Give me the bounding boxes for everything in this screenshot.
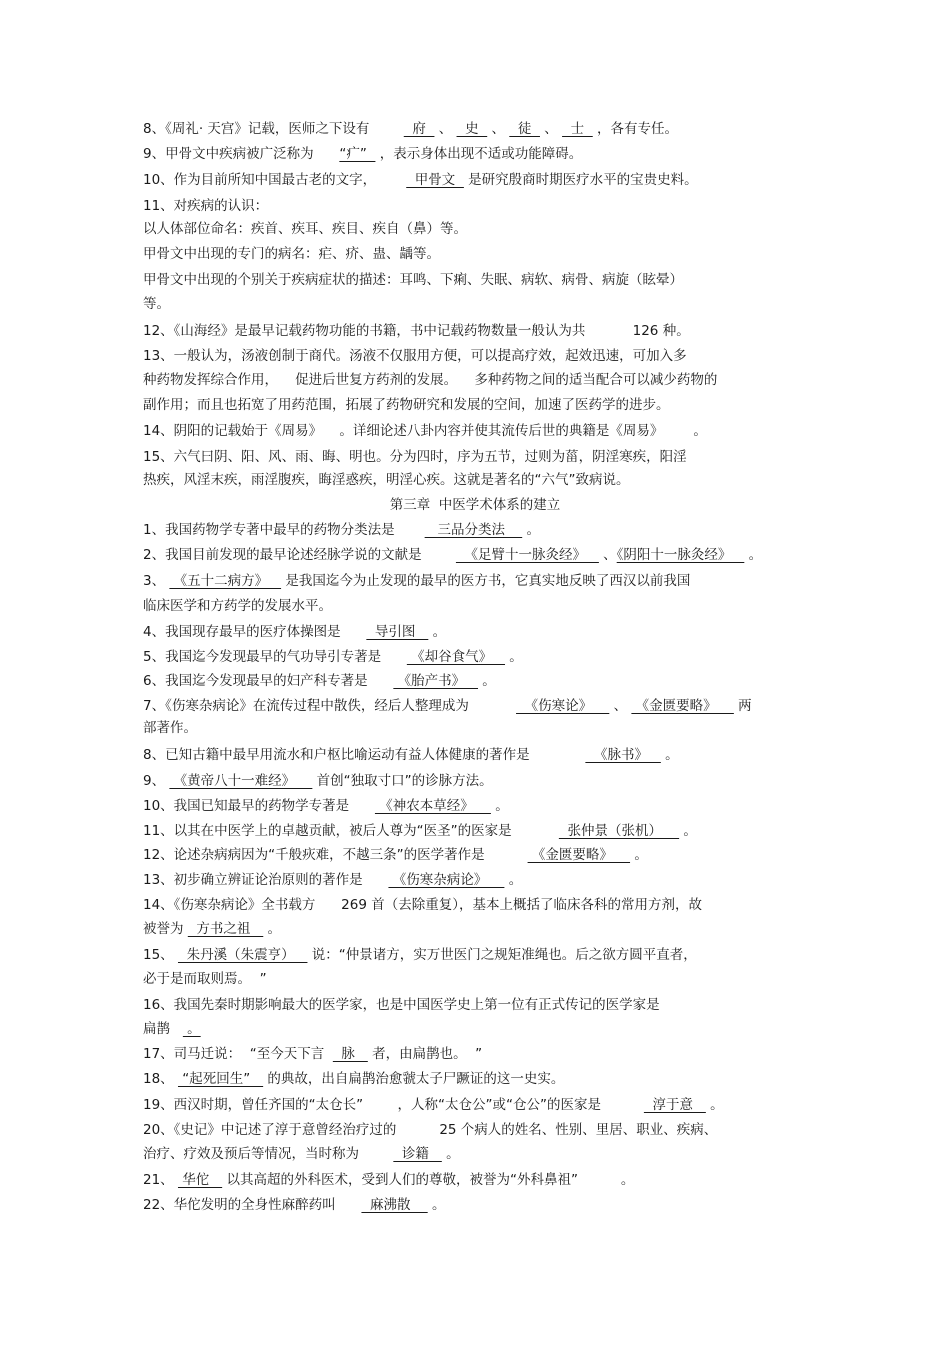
question-text: 。 xyxy=(505,649,523,665)
question-text: 临床医学和方药学的发展水平。 xyxy=(143,598,332,614)
text-line xyxy=(143,471,630,489)
question-text: 21、 xyxy=(143,1172,178,1188)
text-line xyxy=(143,697,752,715)
question-text: 、 xyxy=(609,698,632,714)
question-text: 以人体部位命名：疾首、疾耳、疾目、疾自（鼻）等。 xyxy=(143,221,467,237)
answer-blank: 《胎产书》 xyxy=(393,673,479,689)
text-line xyxy=(143,846,648,864)
question-text: 1、我国药物学专著中最早的药物分类法是 xyxy=(143,522,425,538)
answer-blank: 徒 xyxy=(509,121,540,137)
question-text: 9、甲骨文中疾病被广泛称为 xyxy=(143,146,340,162)
question-text: 种药物发挥综合作用， 促进后世复方药剂的发展。 多种药物之间的适当配合可以减少药物的 xyxy=(143,372,718,388)
answer-blank: 脉 xyxy=(332,1046,368,1062)
question-text: 。 xyxy=(504,872,523,888)
answer-blank: 《阴阳十一脉灸经》 xyxy=(616,547,745,563)
text-line xyxy=(143,245,440,263)
text-line xyxy=(143,396,670,414)
text-line xyxy=(143,746,679,764)
answer-blank: 甲骨文 xyxy=(406,172,464,188)
answer-blank: 朱丹溪（朱震亨） xyxy=(177,947,308,963)
question-text: 16、我国先秦时期影响最大的医学家，也是中国医学史上第一位有正式传记的医学家是 xyxy=(143,997,660,1013)
answer-blank: 《金匮要略》 xyxy=(527,847,631,863)
text-line xyxy=(143,648,523,666)
question-text: 18、 xyxy=(143,1071,178,1087)
text-line xyxy=(143,1070,564,1088)
question-text: 11、对疾病的认识： xyxy=(143,198,269,214)
answer-blank: 《足臂十一脉灸经》 xyxy=(455,547,599,563)
answer-blank: 张仲景（张机） xyxy=(558,823,680,839)
question-text: 者，由扁鹊也。 ” xyxy=(367,1046,483,1062)
question-text: 甲骨文中出现的专门的病名：疟、疥、蛊、龋等。 xyxy=(143,246,440,262)
text-line xyxy=(143,946,697,964)
text-line xyxy=(143,546,762,564)
text-line xyxy=(143,1096,724,1114)
question-text: 17、司马迁说： “至今天下言 xyxy=(143,1046,333,1062)
question-text: 11、以其在中医学上的卓越贡献，被后人尊为“医圣”的医家是 xyxy=(143,823,559,839)
question-text: 12、《山海经》是最早记载药物功能的书籍，书中记载药物数量一般认为共 126 种。 xyxy=(143,323,690,339)
question-text: 13、一般认为，汤液创制于商代。汤液不仅服用方便，可以提高疗效，起效迅速，可加入多 xyxy=(143,348,687,364)
question-text: 扁鹊 xyxy=(143,1021,183,1037)
answer-blank: 《伤寒杂病论》 xyxy=(388,872,505,888)
question-text: 。 xyxy=(428,624,447,640)
question-text: 12、论述杂病病因为“千般疢难，不越三条”的医学著作是 xyxy=(143,847,528,863)
answer-blank: 《伤寒论》 xyxy=(516,698,610,714)
question-text: 15、六气曰阴、阳、风、雨、晦、明也。分为四时，序为五节，过则为菑，阴淫寒疾，阳淫 xyxy=(143,449,687,465)
text-line xyxy=(143,672,496,690)
question-text: 是研究殷商时期医疗水平的宝贵史料。 xyxy=(463,172,698,188)
chapter-heading xyxy=(0,496,950,514)
question-text: ，表示身体出现不适或功能障碍。 xyxy=(375,146,583,162)
answer-blank: 诊籍 xyxy=(393,1146,442,1162)
text-line xyxy=(143,120,678,138)
question-text: 首创“独取寸口”的诊脉方法。 xyxy=(312,773,493,789)
question-text: 9、 xyxy=(143,773,170,789)
answer-blank: 《脉书》 xyxy=(585,747,661,763)
answer-blank: 导引图 xyxy=(366,624,429,640)
text-line xyxy=(143,896,702,914)
question-text: 14、《伤寒杂病论》全书载方 269 首（去除重复），基本上概括了临床各科的常用方剂，故 xyxy=(143,897,702,913)
question-text: 必于是而取则焉。 ” xyxy=(143,971,267,987)
text-line xyxy=(143,797,509,815)
question-text: 7、《伤寒杂病论》在流传过程中散佚，经后人整理成为 xyxy=(143,698,517,714)
question-text: 副作用；而且也拓宽了用药范围，拓展了药物研究和发展的空间，加速了医药学的进步。 xyxy=(143,397,670,413)
question-text: 第三章 中医学术体系的建立 xyxy=(389,497,561,513)
answer-blank: 华佗 xyxy=(177,1172,223,1188)
answer-blank: 府 xyxy=(403,121,435,137)
text-line xyxy=(143,171,698,189)
question-text: 。 xyxy=(744,547,763,563)
answer-blank: 《却谷食气》 xyxy=(406,649,506,665)
question-text: 10、作为目前所知中国最古老的文字， xyxy=(143,172,407,188)
question-text: 的典故，出自扁鹊治愈虢太子尸蹶证的这一史实。 xyxy=(263,1071,565,1087)
text-line xyxy=(143,871,522,889)
answer-blank: 淳于意 xyxy=(643,1097,706,1113)
question-text: 。 xyxy=(630,847,648,863)
text-line xyxy=(143,521,540,539)
question-text: 15、 xyxy=(143,947,178,963)
answer-blank: 《金匮要略》 xyxy=(631,698,734,714)
text-line xyxy=(143,220,467,238)
question-text: 部著作。 xyxy=(143,720,197,736)
text-line xyxy=(143,719,197,737)
question-text: 。 xyxy=(660,747,679,763)
question-text: 3、 xyxy=(143,573,170,589)
question-text: ，各有专任。 xyxy=(592,121,679,137)
text-line xyxy=(143,371,717,389)
answer-blank: 三品分类法 xyxy=(424,522,523,538)
text-line xyxy=(143,271,683,289)
question-text: 。 xyxy=(263,921,282,937)
answer-blank: “疒” xyxy=(339,146,376,162)
text-line xyxy=(143,772,493,790)
text-line xyxy=(143,920,281,938)
question-text: 是我国迄今为止发现的最早的医方书，它真实地反映了西汉以前我国 xyxy=(281,573,691,589)
question-text: 8、《周礼· 天宫》记载，医师之下设有 xyxy=(143,121,404,137)
text-line xyxy=(143,822,697,840)
question-text: 等。 xyxy=(143,296,170,312)
question-text: 、 xyxy=(539,121,563,137)
text-line xyxy=(143,1121,717,1139)
text-line xyxy=(143,295,170,313)
question-text: 。 xyxy=(441,1146,460,1162)
text-line xyxy=(143,623,446,641)
question-text: 。 xyxy=(522,522,540,538)
question-text: 。 xyxy=(679,823,697,839)
question-text: 。 xyxy=(490,798,509,814)
question-text: 22、华佗发明的全身性麻醉药叫 xyxy=(143,1197,362,1213)
answer-blank: 方书之祖 xyxy=(187,921,264,937)
question-text: 以其高超的外科医术，受到人们的尊敬，被誉为“外科鼻祖” 。 xyxy=(222,1172,635,1188)
answer-blank: 《黄帝八十一难经》 xyxy=(169,773,313,789)
text-line xyxy=(143,1171,634,1189)
answer-blank: 《五十二病方》 xyxy=(169,573,282,589)
question-text: 被誉为 xyxy=(143,921,188,937)
question-text: 。 xyxy=(705,1097,724,1113)
question-text: 说：“仲景诸方，实万世医门之规矩准绳也。后之欲方圆平直者， xyxy=(307,947,697,963)
question-text: 、 xyxy=(598,547,617,563)
question-text: 10、我国已知最早的药物学专著是 xyxy=(143,798,375,814)
question-text: 5、我国迄今发现最早的气功导引专著是 xyxy=(143,649,407,665)
question-text: 14、阴阳的记载始于《周易》 。详细论述八卦内容并使其流传后世的典籍是《周易》 。 xyxy=(143,423,707,439)
question-text: 热疾，风淫末疾，雨淫腹疾，晦淫惑疾，明淫心疾。这就是著名的“六气”致病说。 xyxy=(143,472,630,488)
text-line xyxy=(143,347,687,365)
question-text: 、 xyxy=(487,121,510,137)
question-text: 甲骨文中出现的个别关于疾病症状的描述：耳鸣、下痢、失眠、病软、病骨、病旋（眩晕） xyxy=(143,272,683,288)
text-line xyxy=(143,597,332,615)
question-text: 6、我国迄今发现最早的妇产科专著是 xyxy=(143,673,394,689)
text-line xyxy=(143,1020,201,1038)
question-text: 。 xyxy=(478,673,496,689)
question-text: 两 xyxy=(733,698,752,714)
answer-blank: “起死回生” xyxy=(177,1071,264,1087)
question-text: 治疗、疗效及预后等情况，当时称为 xyxy=(143,1146,394,1162)
question-text: 8、已知古籍中最早用流水和户枢比喻运动有益人体健康的著作是 xyxy=(143,747,586,763)
answer-blank: 。 xyxy=(182,1021,201,1037)
question-text: 19、西汉时期，曾任齐国的“太仓长” ，人称“太仓公”或“仓公”的医家是 xyxy=(143,1097,644,1113)
text-line xyxy=(143,448,687,466)
text-line xyxy=(143,197,268,215)
text-line xyxy=(143,1145,460,1163)
text-line xyxy=(143,572,690,590)
text-line xyxy=(143,970,267,988)
text-line xyxy=(143,1196,445,1214)
question-text: 20、《史记》中记述了淳于意曾经治疗过的 25 个病人的姓名、性别、里居、职业、疾病、 xyxy=(143,1122,718,1138)
question-text: 2、我国目前发现的最早论述经脉学说的文献是 xyxy=(143,547,456,563)
question-text: 13、初步确立辨证论治原则的著作是 xyxy=(143,872,389,888)
answer-blank: 史 xyxy=(456,121,488,137)
text-line xyxy=(143,145,582,163)
question-text: 、 xyxy=(434,121,457,137)
answer-blank: 《神农本草经》 xyxy=(374,798,491,814)
answer-blank: 士 xyxy=(562,121,593,137)
answer-blank: 麻沸散 xyxy=(361,1197,428,1213)
text-line xyxy=(143,422,707,440)
text-line xyxy=(143,322,690,340)
question-text: 。 xyxy=(427,1197,446,1213)
question-text: 4、我国现存最早的医疗体操图是 xyxy=(143,624,367,640)
text-line xyxy=(143,1045,482,1063)
text-line xyxy=(143,996,660,1014)
